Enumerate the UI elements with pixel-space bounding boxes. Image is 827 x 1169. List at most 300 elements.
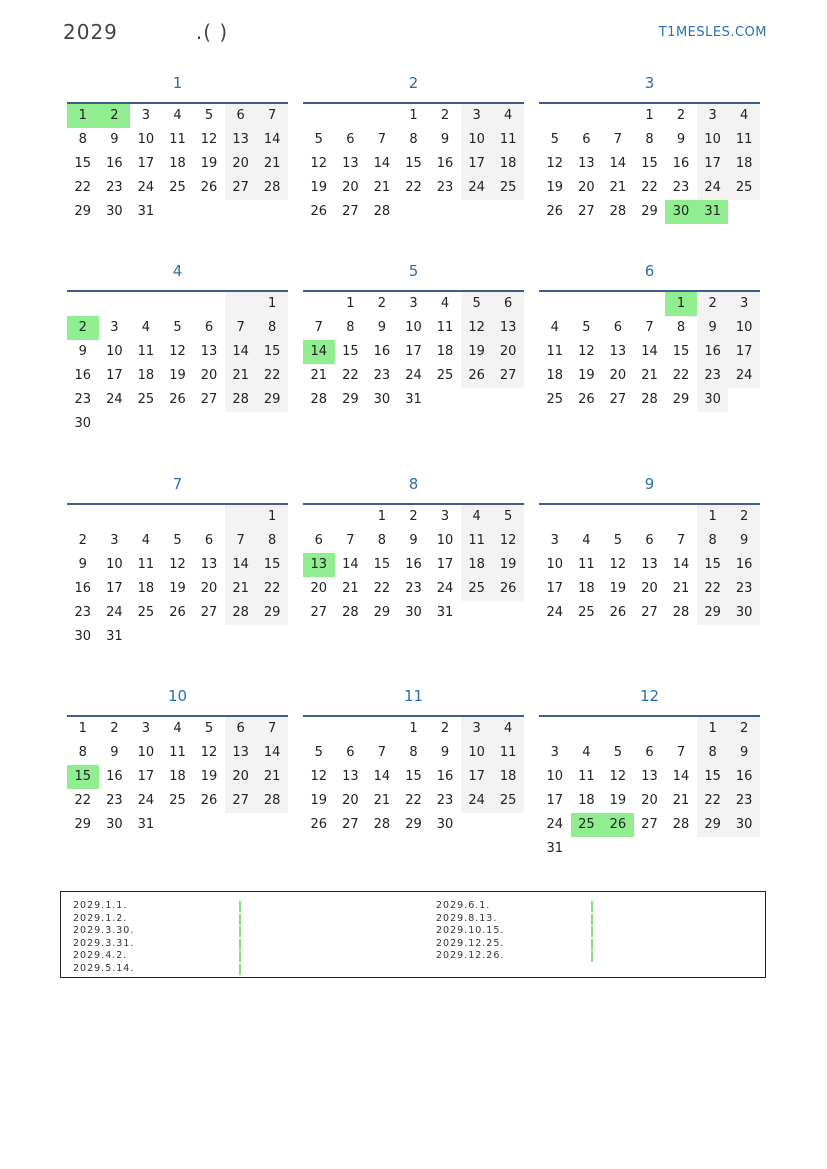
day-cell: 4 <box>492 104 524 128</box>
day-cell: 11 <box>492 741 524 765</box>
day-cell: 22 <box>342 368 359 383</box>
day-cell: 3 <box>461 717 493 741</box>
day-cell: 28 <box>373 204 391 219</box>
day-cell: 18 <box>169 156 186 171</box>
day-cell: 11 <box>169 132 186 147</box>
day-cell: 18 <box>436 344 454 359</box>
empty-cell <box>193 505 225 529</box>
empty-cell <box>665 837 697 861</box>
day-cell: 11 <box>492 128 524 152</box>
day-cell: 30 <box>728 601 760 625</box>
day-cell: 28 <box>641 392 658 407</box>
day-cell: 16 <box>405 557 422 572</box>
day-cell: 19 <box>200 156 218 171</box>
empty-cell <box>67 505 99 529</box>
day-cell: 13 <box>609 344 627 359</box>
empty-cell <box>602 837 634 861</box>
day-cell: 14 <box>303 340 335 364</box>
day-cell: 4 <box>141 320 151 335</box>
day-cell: 23 <box>373 368 391 383</box>
holiday-note <box>436 925 504 938</box>
day-cell: 28 <box>256 789 288 813</box>
day-cell: 5 <box>314 132 323 147</box>
day-cell: 21 <box>225 364 257 388</box>
day-cell: 26 <box>200 793 218 808</box>
month-grid <box>539 505 760 625</box>
day-cell: 5 <box>613 533 623 548</box>
day-cell: 25 <box>137 392 155 407</box>
day-cell: 19 <box>169 368 186 383</box>
day-cell: 16 <box>436 156 454 171</box>
day-cell: 21 <box>609 180 627 195</box>
month-name: 6 <box>644 262 655 280</box>
day-cell: 29 <box>672 392 690 407</box>
empty-cell <box>461 813 493 837</box>
empty-cell <box>256 200 288 224</box>
day-cell: 19 <box>609 581 627 596</box>
day-cell: 15 <box>697 765 729 789</box>
day-cell: 26 <box>310 204 328 219</box>
day-cell: 4 <box>141 533 151 548</box>
month-name: 5 <box>408 262 419 280</box>
day-cell: 3 <box>141 108 151 123</box>
day-cell: 29 <box>641 204 658 219</box>
empty-cell <box>225 625 257 649</box>
empty-cell <box>303 104 335 128</box>
day-cell: 12 <box>200 745 218 760</box>
day-cell: 5 <box>173 533 182 548</box>
day-cell: 20 <box>200 581 218 596</box>
day-cell: 27 <box>200 392 218 407</box>
day-cell: 21 <box>672 581 690 596</box>
holiday-marker <box>239 901 241 912</box>
day-cell: 2 <box>78 533 87 548</box>
day-cell: 31 <box>697 200 729 224</box>
day-cell: 12 <box>492 529 524 553</box>
day-cell: 17 <box>137 769 155 784</box>
day-cell: 14 <box>256 128 288 152</box>
day-cell: 25 <box>728 176 760 200</box>
empty-cell <box>634 717 666 741</box>
day-cell: 3 <box>440 509 450 524</box>
month-5 <box>303 256 524 412</box>
month-grid <box>67 292 288 436</box>
day-cell: 13 <box>641 769 658 784</box>
day-cell: 29 <box>256 388 288 412</box>
day-cell: 2 <box>377 296 387 311</box>
day-cell: 3 <box>697 104 729 128</box>
day-cell: 23 <box>106 180 123 195</box>
day-cell: 2 <box>99 104 131 128</box>
day-cell: 26 <box>546 204 564 219</box>
day-cell: 15 <box>405 156 422 171</box>
empty-cell <box>225 292 257 316</box>
day-cell: 27 <box>342 204 359 219</box>
day-cell: 30 <box>74 416 92 431</box>
day-cell: 21 <box>373 793 391 808</box>
day-cell: 20 <box>310 581 328 596</box>
day-cell: 20 <box>578 180 595 195</box>
day-cell: 25 <box>571 813 603 837</box>
day-cell: 28 <box>672 817 690 832</box>
day-cell: 5 <box>314 745 323 760</box>
day-cell: 29 <box>697 601 729 625</box>
empty-cell <box>162 292 194 316</box>
month-name: 1 <box>172 74 183 92</box>
holiday-date: 2029.1.1. <box>73 900 128 911</box>
day-cell: 9 <box>697 316 729 340</box>
day-cell: 6 <box>204 533 214 548</box>
empty-cell <box>728 837 760 861</box>
day-cell: 25 <box>436 368 454 383</box>
day-cell: 17 <box>697 152 729 176</box>
day-cell: 22 <box>672 368 690 383</box>
day-cell: 22 <box>256 577 288 601</box>
day-cell: 29 <box>373 605 391 620</box>
day-cell: 9 <box>409 533 418 548</box>
day-cell: 1 <box>256 505 288 529</box>
day-cell: 8 <box>409 132 418 147</box>
day-cell: 8 <box>346 320 355 335</box>
holiday-marker <box>591 901 593 912</box>
day-cell: 23 <box>728 789 760 813</box>
day-cell: 9 <box>78 557 87 572</box>
day-cell: 9 <box>110 132 119 147</box>
day-cell: 22 <box>697 577 729 601</box>
day-cell: 30 <box>106 817 123 832</box>
holiday-date: 2029.3.30. <box>73 925 135 936</box>
day-cell: 1 <box>256 292 288 316</box>
day-cell: 9 <box>440 745 450 760</box>
empty-cell <box>256 412 288 436</box>
empty-cell <box>697 837 729 861</box>
day-cell: 11 <box>546 344 564 359</box>
day-cell: 6 <box>492 292 524 316</box>
day-cell: 2 <box>697 292 729 316</box>
day-cell: 6 <box>645 745 654 760</box>
holiday-date: 2029.4.2. <box>73 950 128 961</box>
holiday-date: 2029.12.26. <box>436 950 505 961</box>
month-grid <box>303 505 524 625</box>
day-cell: 22 <box>641 180 658 195</box>
day-cell: 20 <box>609 368 627 383</box>
day-cell: 28 <box>342 605 359 620</box>
day-cell: 25 <box>546 392 564 407</box>
day-cell: 2 <box>110 721 119 736</box>
empty-cell <box>225 200 257 224</box>
day-cell: 21 <box>225 577 257 601</box>
day-cell: 18 <box>578 581 595 596</box>
day-cell: 8 <box>78 132 87 147</box>
day-cell: 8 <box>409 745 418 760</box>
day-cell: 12 <box>169 344 186 359</box>
day-cell: 17 <box>405 344 422 359</box>
holiday-date: 2029.10.15. <box>436 925 505 936</box>
day-cell: 5 <box>613 745 623 760</box>
holiday-notes-box <box>60 891 766 978</box>
day-cell: 7 <box>314 320 323 335</box>
day-cell: 15 <box>697 553 729 577</box>
day-cell: 27 <box>492 364 524 388</box>
day-cell: 10 <box>728 316 760 340</box>
day-cell: 9 <box>676 132 686 147</box>
day-cell: 12 <box>310 156 328 171</box>
holiday-marker <box>239 964 241 975</box>
empty-cell <box>571 292 603 316</box>
day-cell: 8 <box>377 533 387 548</box>
day-cell: 6 <box>225 104 257 128</box>
holiday-marker <box>591 939 593 950</box>
month-name: 2 <box>408 74 419 92</box>
day-cell: 21 <box>310 368 328 383</box>
day-cell: 8 <box>676 320 686 335</box>
site-logo[interactable]: T1MESLES.COM <box>658 25 767 40</box>
empty-cell <box>99 292 131 316</box>
day-cell: 15 <box>405 769 422 784</box>
month-9 <box>539 469 760 625</box>
empty-cell <box>130 505 162 529</box>
year-label: 2029 <box>63 20 118 44</box>
day-cell: 23 <box>74 392 92 407</box>
day-cell: 10 <box>137 132 155 147</box>
day-cell: 28 <box>672 605 690 620</box>
empty-cell <box>256 625 288 649</box>
day-cell: 2 <box>728 505 760 529</box>
empty-cell <box>539 505 571 529</box>
day-cell: 7 <box>256 104 288 128</box>
day-cell: 4 <box>728 104 760 128</box>
day-cell: 20 <box>492 340 524 364</box>
day-cell: 17 <box>461 765 493 789</box>
month-grid <box>303 104 524 224</box>
day-cell: 16 <box>728 553 760 577</box>
empty-cell <box>193 292 225 316</box>
day-cell: 9 <box>728 529 760 553</box>
month-name: 12 <box>639 687 660 705</box>
day-cell: 21 <box>256 765 288 789</box>
day-cell: 17 <box>106 368 123 383</box>
day-cell: 22 <box>697 789 729 813</box>
day-cell: 13 <box>225 741 257 765</box>
day-cell: 23 <box>672 180 690 195</box>
empty-cell <box>225 813 257 837</box>
day-cell: 1 <box>645 108 654 123</box>
day-cell: 2 <box>409 509 418 524</box>
empty-cell <box>193 412 225 436</box>
day-cell: 24 <box>697 176 729 200</box>
day-cell: 26 <box>602 813 634 837</box>
day-cell: 2 <box>440 721 450 736</box>
empty-cell <box>130 412 162 436</box>
day-cell: 16 <box>74 368 92 383</box>
day-cell: 18 <box>546 368 564 383</box>
day-cell: 22 <box>373 581 391 596</box>
day-cell: 30 <box>697 388 729 412</box>
holiday-note <box>73 900 134 913</box>
day-cell: 23 <box>436 180 454 195</box>
day-cell: 24 <box>461 176 493 200</box>
empty-cell <box>398 200 430 224</box>
day-cell: 19 <box>578 368 595 383</box>
day-cell: 20 <box>342 793 359 808</box>
calendar-title <box>63 20 228 44</box>
day-cell: 25 <box>137 605 155 620</box>
holiday-notes-left <box>73 900 134 975</box>
month-grid <box>539 104 760 224</box>
day-cell: 6 <box>314 533 323 548</box>
month-8 <box>303 469 524 625</box>
empty-cell <box>193 813 225 837</box>
month-name: 3 <box>644 74 655 92</box>
month-grid <box>67 104 288 224</box>
holiday-note <box>73 938 134 951</box>
day-cell: 8 <box>78 745 87 760</box>
day-cell: 24 <box>106 392 123 407</box>
day-cell: 12 <box>200 132 218 147</box>
day-cell: 17 <box>546 581 564 596</box>
day-cell: 1 <box>346 296 355 311</box>
day-cell: 12 <box>609 557 627 572</box>
holiday-marker <box>591 926 593 937</box>
day-cell: 19 <box>461 340 493 364</box>
day-cell: 15 <box>641 156 658 171</box>
day-cell: 29 <box>74 204 92 219</box>
day-cell: 27 <box>310 605 328 620</box>
day-cell: 16 <box>74 581 92 596</box>
day-cell: 15 <box>342 344 359 359</box>
day-cell: 29 <box>405 817 422 832</box>
day-cell: 19 <box>546 180 564 195</box>
day-cell: 30 <box>665 200 697 224</box>
day-cell: 9 <box>110 745 119 760</box>
day-cell: 1 <box>697 505 729 529</box>
day-cell: 30 <box>405 605 422 620</box>
month-grid <box>67 505 288 649</box>
day-cell: 20 <box>200 368 218 383</box>
day-cell: 21 <box>672 793 690 808</box>
holiday-date: 2029.3.31. <box>73 937 135 949</box>
month-grid <box>303 717 524 837</box>
day-cell: 30 <box>106 204 123 219</box>
day-cell: 11 <box>578 769 595 784</box>
day-cell: 2 <box>440 108 450 123</box>
day-cell: 1 <box>377 509 387 524</box>
day-cell: 22 <box>405 180 422 195</box>
holiday-notes-right <box>436 900 504 963</box>
day-cell: 21 <box>256 152 288 176</box>
empty-cell <box>665 717 697 741</box>
day-cell: 14 <box>609 156 627 171</box>
empty-cell <box>99 505 131 529</box>
day-cell: 23 <box>405 581 422 596</box>
day-cell: 24 <box>546 605 564 620</box>
empty-cell <box>366 104 398 128</box>
day-cell: 25 <box>492 789 524 813</box>
day-cell: 10 <box>697 128 729 152</box>
holiday-note <box>436 938 504 951</box>
empty-cell <box>225 412 257 436</box>
day-cell: 7 <box>676 745 686 760</box>
holiday-date: 2029.1.2. <box>73 912 128 924</box>
empty-cell <box>728 200 760 224</box>
day-cell: 16 <box>106 156 123 171</box>
day-cell: 26 <box>492 577 524 601</box>
day-cell: 23 <box>697 364 729 388</box>
day-cell: 17 <box>546 793 564 808</box>
month-name: 4 <box>172 262 183 280</box>
day-cell: 22 <box>256 364 288 388</box>
month-3 <box>539 68 760 224</box>
day-cell: 5 <box>173 320 182 335</box>
empty-cell <box>602 104 634 128</box>
empty-cell <box>539 104 571 128</box>
month-grid <box>539 717 760 861</box>
empty-cell <box>193 625 225 649</box>
day-cell: 4 <box>173 108 182 123</box>
day-cell: 13 <box>641 557 658 572</box>
day-cell: 11 <box>578 557 595 572</box>
day-cell: 18 <box>492 152 524 176</box>
holiday-marker <box>591 914 593 925</box>
day-cell: 4 <box>492 717 524 741</box>
day-cell: 24 <box>461 789 493 813</box>
day-cell: 3 <box>409 296 418 311</box>
day-cell: 31 <box>137 204 155 219</box>
holiday-note <box>436 950 504 963</box>
day-cell: 10 <box>106 557 123 572</box>
month-11 <box>303 681 524 837</box>
empty-cell <box>571 505 603 529</box>
day-cell: 27 <box>225 789 257 813</box>
empty-cell <box>571 717 603 741</box>
day-cell: 21 <box>641 368 658 383</box>
day-cell: 18 <box>728 152 760 176</box>
day-cell: 14 <box>672 557 690 572</box>
day-cell: 18 <box>578 793 595 808</box>
day-cell: 13 <box>225 128 257 152</box>
month-grid <box>67 717 288 837</box>
day-cell: 22 <box>74 793 92 808</box>
day-cell: 12 <box>578 344 595 359</box>
day-cell: 12 <box>546 156 564 171</box>
day-cell: 5 <box>492 505 524 529</box>
day-cell: 16 <box>728 765 760 789</box>
day-cell: 7 <box>377 745 387 760</box>
day-cell: 24 <box>405 368 422 383</box>
day-cell: 6 <box>613 320 623 335</box>
day-cell: 31 <box>546 841 564 856</box>
day-cell: 30 <box>436 817 454 832</box>
day-cell: 6 <box>225 717 257 741</box>
day-cell: 26 <box>310 817 328 832</box>
day-cell: 18 <box>137 368 155 383</box>
day-cell: 24 <box>137 793 155 808</box>
day-cell: 5 <box>204 108 214 123</box>
day-cell: 8 <box>697 741 729 765</box>
empty-cell <box>99 412 131 436</box>
day-cell: 4 <box>173 721 182 736</box>
month-grid <box>303 292 524 412</box>
empty-cell <box>492 388 524 412</box>
day-cell: 25 <box>461 577 493 601</box>
day-cell: 29 <box>74 817 92 832</box>
day-cell: 23 <box>74 605 92 620</box>
day-cell: 13 <box>342 156 359 171</box>
day-cell: 19 <box>200 769 218 784</box>
month-10 <box>67 681 288 837</box>
day-cell: 14 <box>225 553 257 577</box>
day-cell: 2 <box>676 108 686 123</box>
